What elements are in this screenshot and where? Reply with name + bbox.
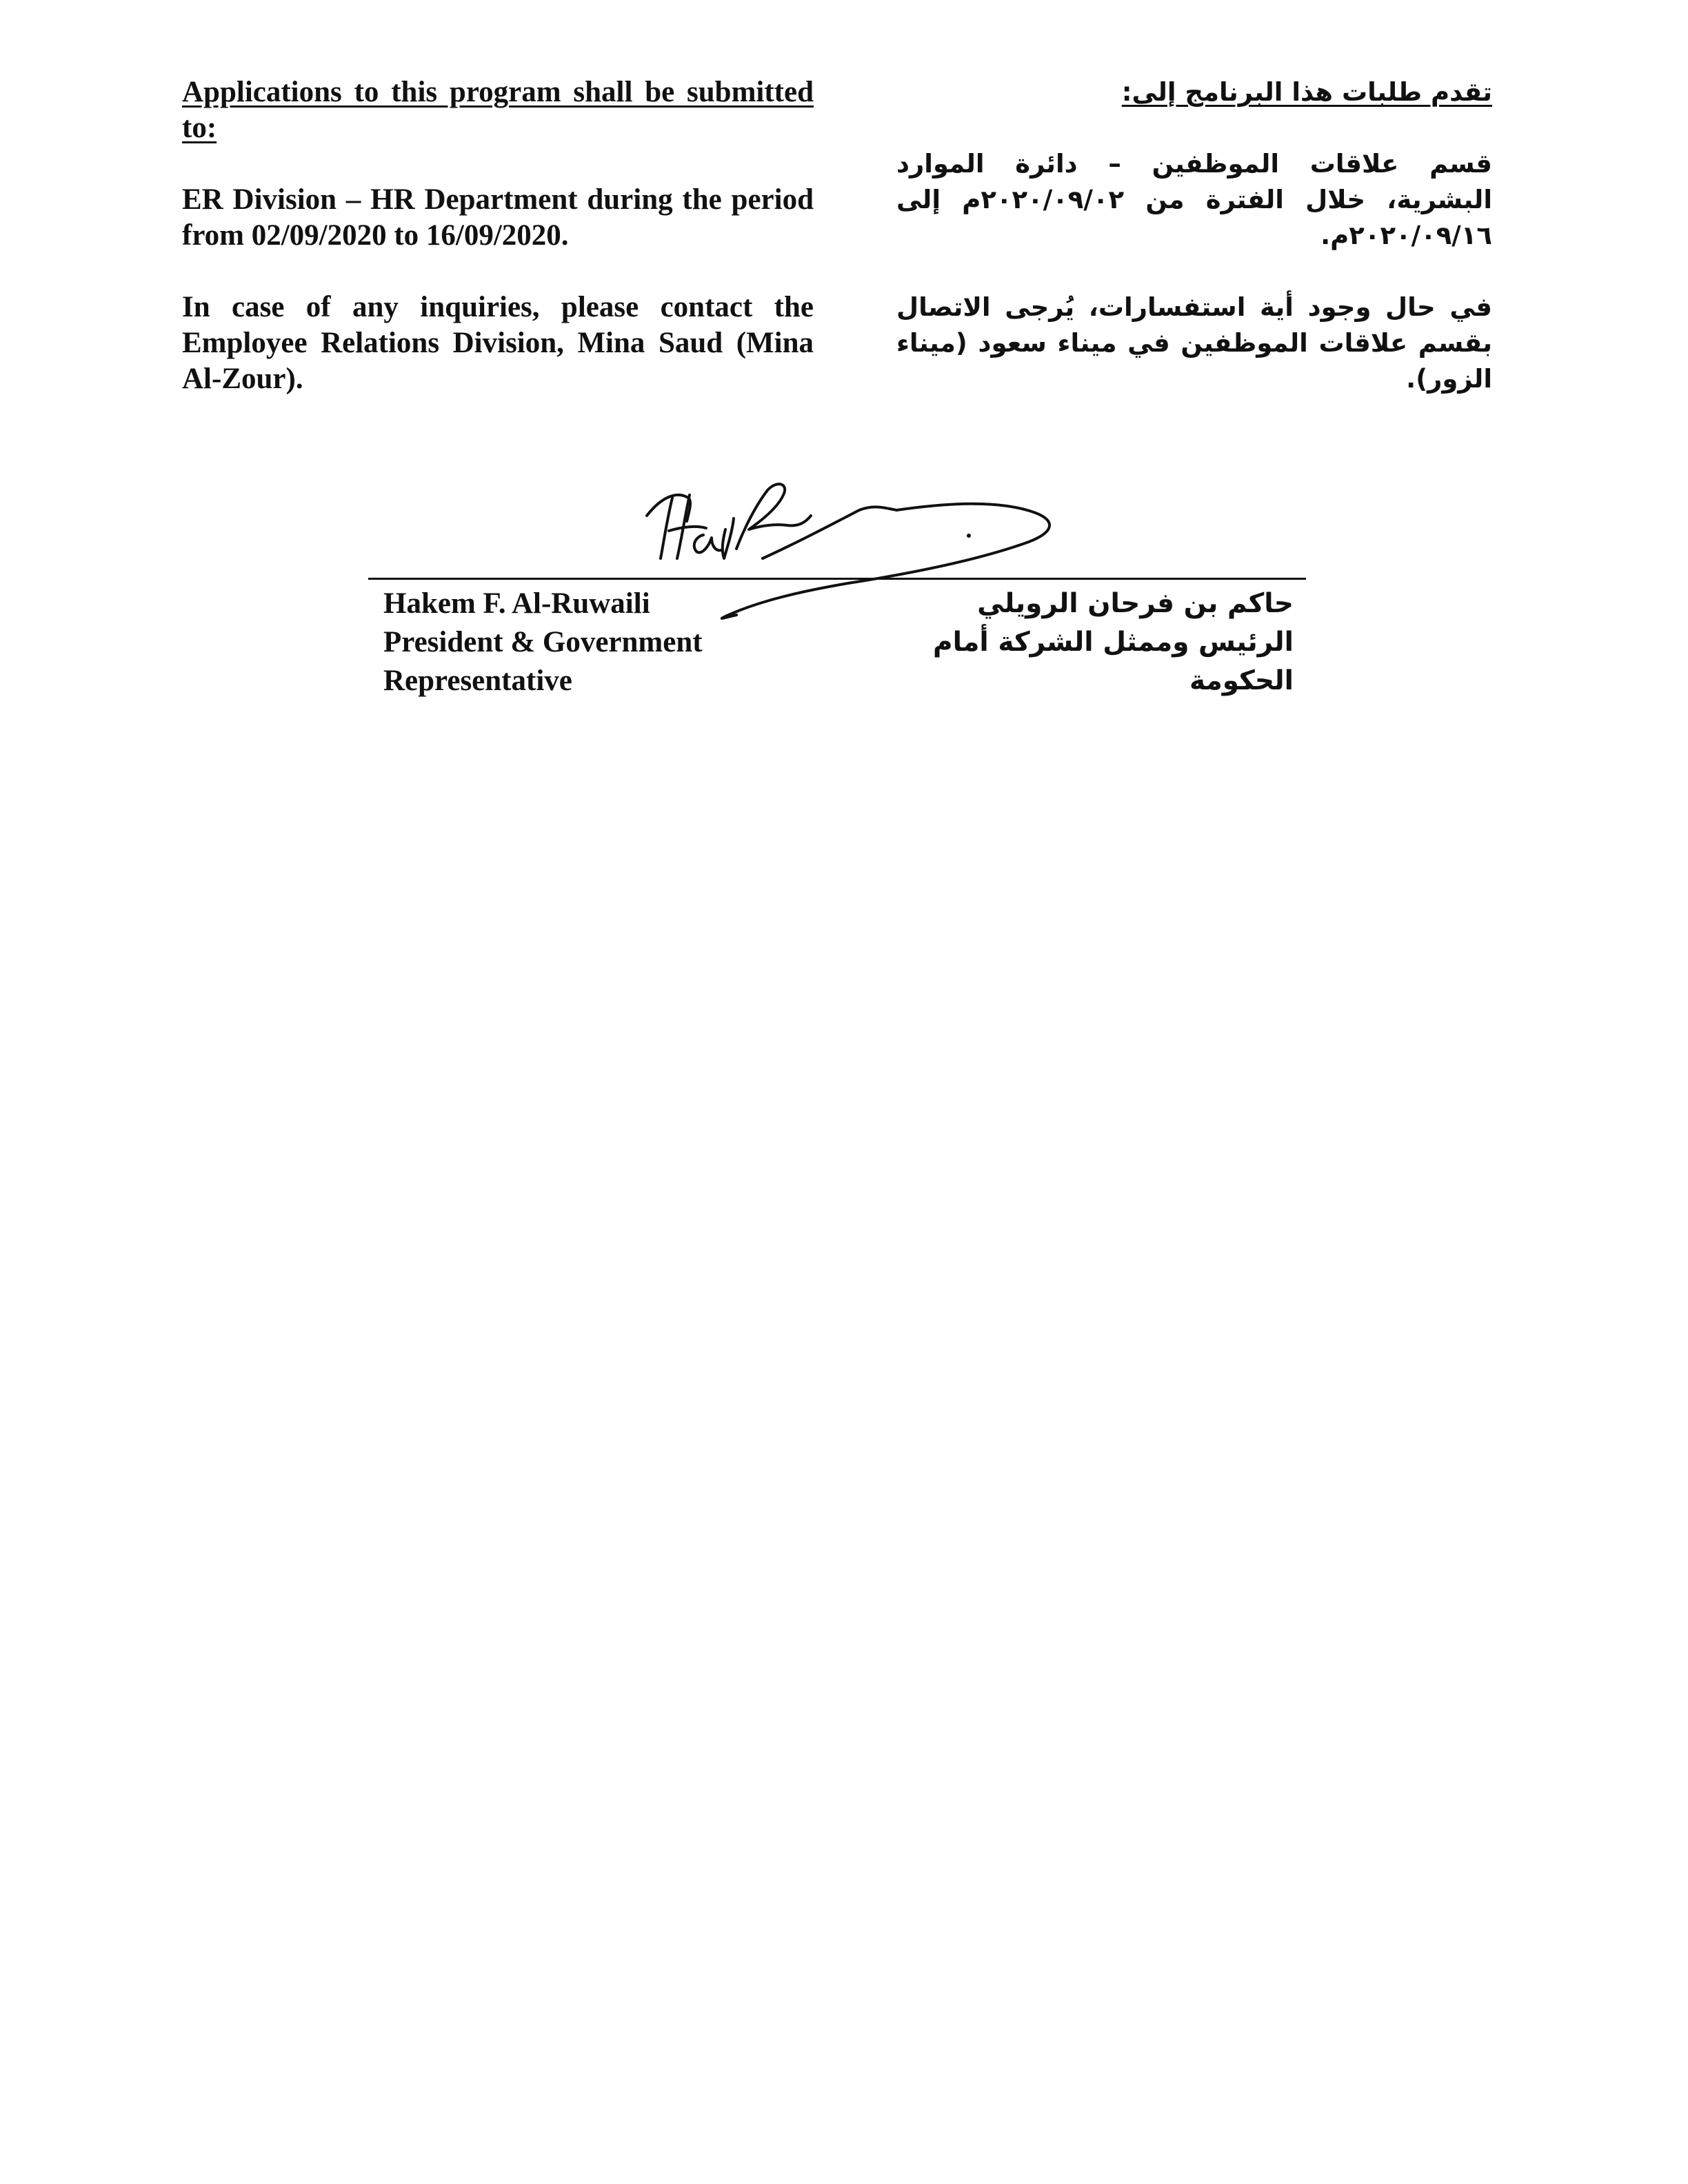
spacer [896,254,1492,290]
arabic-submission-paragraph: قسم علاقات الموظفين – دائرة الموارد البشرية، خلال الفترة من ٢٠٢٠/٠٩/٠٢م إلى ٢٠٢٠/٠٩/١٦م. [896,149,1492,250]
signatory-arabic [896,585,1294,700]
signature-line [368,578,1306,580]
english-column [182,74,814,397]
english-inquiries-paragraph: In case of any inquiries, please contact the Employee Relations Division, Mina Saud (Mina Al-Zour). [182,291,814,395]
spacer [182,254,814,290]
spacer [896,110,1492,146]
english-heading: Applications to this program shall be submitted to: [182,76,814,144]
arabic-inquiries-paragraph: في حال وجود أية استفسارات، يُرجى الاتصال بقسم علاقات الموظفين في ميناء سعود (ميناء الزور). [896,292,1492,394]
spacer [182,146,814,182]
signatory-title-ar-line2: الحكومة [1189,665,1294,696]
arabic-heading: تقدم طلبات هذا البرنامج إلى: [1121,77,1492,107]
signatory-english [383,585,703,700]
english-submission-paragraph: ER Division – HR Department during the period from 02/09/2020 to 16/09/2020. [182,183,814,252]
signatory-title-en-line1: President & Government [383,626,703,658]
signatory-name-en: Hakem F. Al-Ruwaili [383,587,650,620]
signatory-name-ar: حاكم بن فرحان الرويلي [977,588,1294,619]
signatory-title-ar-line1: الرئيس وممثل الشركة أمام [933,627,1294,658]
signatory-title-en-line2: Representative [383,665,572,697]
arabic-column [896,74,1492,397]
